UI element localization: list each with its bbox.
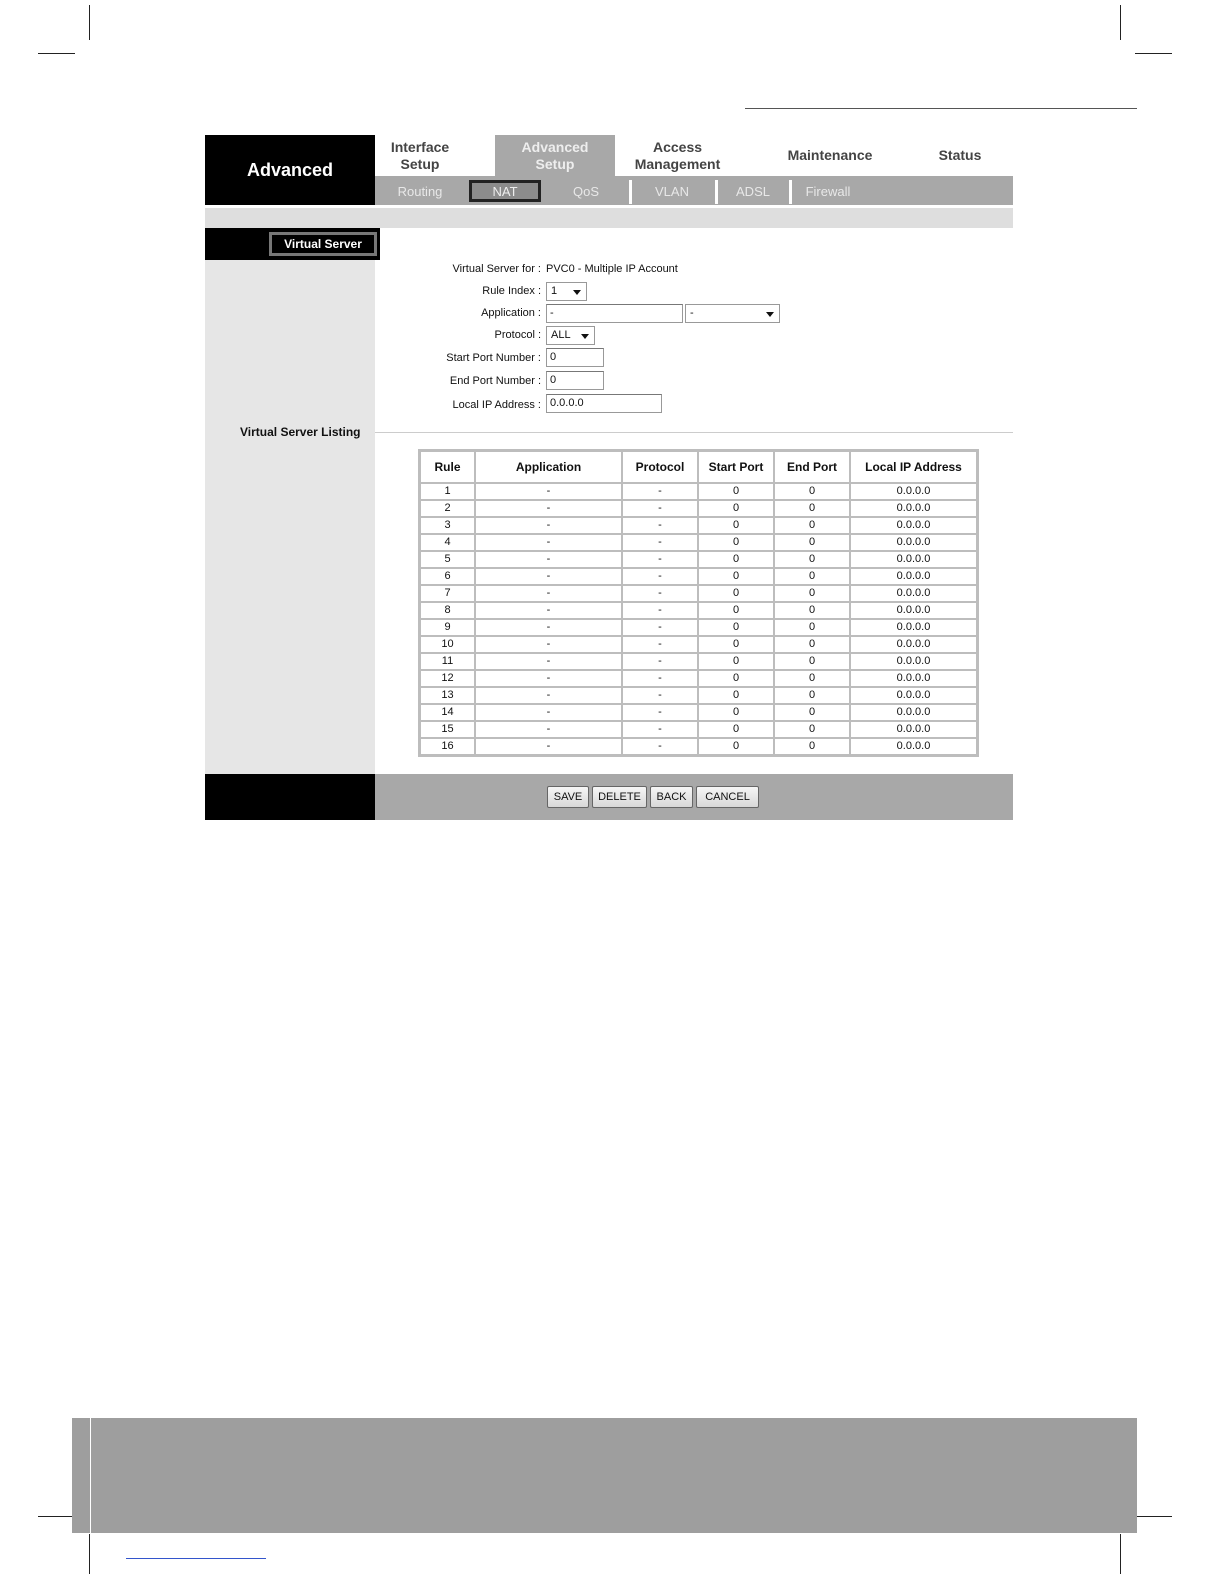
tab-label: Maintenance [787,147,873,163]
table-header-row [420,451,977,483]
table-cell: 0 [774,602,850,619]
table-row [420,500,977,517]
table-cell: - [622,653,698,670]
table-row [420,619,977,636]
back-button[interactable]: BACK [650,786,693,808]
table-cell: 2 [420,500,475,517]
protocol-value: ALL [551,329,571,341]
column-header: Rule [420,451,475,483]
table-cell: 0.0.0.0 [850,704,977,721]
table-cell: - [475,653,622,670]
crop-mark [1120,1534,1121,1574]
tab-maintenance[interactable] [770,135,890,176]
table-cell: - [475,500,622,517]
brand-title: Advanced [205,135,375,205]
table-cell: 0 [774,619,850,636]
table-cell: 6 [420,568,475,585]
rule-index-label: Rule Index : [482,285,541,297]
tab-status[interactable] [915,135,1005,176]
table-cell: - [622,585,698,602]
table-cell: 15 [420,721,475,738]
start-port-label: Start Port Number : [446,352,541,364]
table-cell: 0 [698,483,774,500]
table-row [420,534,977,551]
table-cell: - [622,551,698,568]
save-button[interactable]: SAVE [547,786,589,808]
table-cell: 0 [698,670,774,687]
table-cell: - [622,670,698,687]
table-cell: 0 [774,585,850,602]
table-row [420,653,977,670]
table-cell: 9 [420,619,475,636]
subtab-divider [715,180,718,204]
table-cell: 0 [698,636,774,653]
table-cell: - [475,619,622,636]
application-select-value: - [690,307,694,319]
table-row [420,738,977,755]
table-cell: - [622,636,698,653]
table-cell: 10 [420,636,475,653]
table-cell: 0.0.0.0 [850,738,977,755]
table-cell: - [475,636,622,653]
crop-mark [89,1534,90,1574]
table-cell: 0.0.0.0 [850,602,977,619]
sub-tabs [375,176,1013,205]
table-cell: - [475,670,622,687]
table-cell: - [475,568,622,585]
application-select[interactable] [685,304,780,323]
table-cell: - [475,704,622,721]
table-row [420,585,977,602]
table-cell: 12 [420,670,475,687]
cancel-button[interactable]: CANCEL [696,786,759,808]
table-row [420,670,977,687]
chevron-down-icon [766,312,774,317]
table-cell: 1 [420,483,475,500]
table-cell: 0 [698,704,774,721]
tab-interface-setup[interactable] [375,135,465,176]
table-cell: 11 [420,653,475,670]
table-row [420,517,977,534]
table-cell: 0.0.0.0 [850,653,977,670]
virtual-server-for-value: PVC0 - Multiple IP Account [546,263,678,275]
tab-access-management[interactable] [620,135,735,176]
table-cell: - [475,738,622,755]
table-row [420,483,977,500]
application-label: Application : [481,307,541,319]
table-cell: 13 [420,687,475,704]
protocol-label: Protocol : [494,329,541,341]
subtab-firewall[interactable]: Firewall [805,183,851,199]
column-header: Start Port [698,451,774,483]
footer-band-edge [72,1418,91,1533]
table-cell: - [622,704,698,721]
table-cell: - [622,738,698,755]
table-cell: - [622,568,698,585]
table-cell: - [475,551,622,568]
table-cell: 0 [774,738,850,755]
footer-left [205,774,375,820]
table-cell: 0.0.0.0 [850,551,977,568]
start-port-input[interactable]: 0 [546,348,604,367]
subtab-qos[interactable]: QoS [572,183,599,199]
table-cell: - [475,483,622,500]
chevron-down-icon [581,334,589,339]
table-cell: 0.0.0.0 [850,619,977,636]
table-cell: 0.0.0.0 [850,500,977,517]
chevron-down-icon [573,290,581,295]
crop-mark [1135,1516,1172,1517]
crop-mark [89,5,90,40]
subtab-divider [789,180,792,204]
table-cell: 0.0.0.0 [850,483,977,500]
table-cell: 0 [774,704,850,721]
router-config-screen [205,135,1013,820]
table-cell: 0.0.0.0 [850,517,977,534]
table-body [420,483,977,755]
table-cell: 0 [774,653,850,670]
table-cell: 0 [774,568,850,585]
table-row [420,602,977,619]
table-cell: 0 [698,619,774,636]
end-port-input[interactable]: 0 [546,371,604,390]
table-cell: - [475,687,622,704]
table-cell: 7 [420,585,475,602]
column-header: End Port [774,451,850,483]
table-cell: 4 [420,534,475,551]
table-cell: 14 [420,704,475,721]
table-cell: 0 [698,534,774,551]
table-cell: - [475,602,622,619]
table-cell: 0 [698,738,774,755]
column-header: Local IP Address [850,451,977,483]
subtab-divider [629,180,632,204]
table-cell: 0 [698,568,774,585]
table-row [420,636,977,653]
crop-mark [1120,5,1121,40]
crop-mark [38,1516,75,1517]
column-header: Protocol [622,451,698,483]
tab-label: Setup [400,155,440,172]
table-cell: 0 [774,500,850,517]
delete-button[interactable]: DELETE [592,786,647,808]
divider-band [205,208,1013,228]
table-row [420,551,977,568]
tab-label: Setup [535,155,575,172]
table-cell: 0 [774,670,850,687]
table-cell: - [622,602,698,619]
table-cell: 0 [774,687,850,704]
table-cell: - [475,721,622,738]
table-cell: - [622,483,698,500]
table-cell: 0.0.0.0 [850,670,977,687]
table-cell: 8 [420,602,475,619]
table-cell: 0 [698,500,774,517]
tab-label: Status [938,147,982,163]
table-cell: 0 [774,636,850,653]
table-cell: - [622,534,698,551]
table-cell: 0 [774,483,850,500]
rule-index-value: 1 [551,285,558,297]
virtual-server-for-label: Virtual Server for : [452,263,541,275]
tab-label: Interface [390,138,450,155]
subtab-vlan[interactable]: VLAN [655,183,689,199]
table-cell: 0 [774,721,850,738]
table-cell: 0 [698,551,774,568]
table-cell: 0 [774,517,850,534]
local-ip-input[interactable]: 0.0.0.0 [546,394,662,413]
table-cell: 0.0.0.0 [850,534,977,551]
column-header: Application [475,451,622,483]
table-row [420,568,977,585]
table-cell: 0 [774,534,850,551]
table-row [420,704,977,721]
subtab-nat[interactable]: NAT [469,180,541,202]
main-tabs [375,135,1013,176]
subtab-adsl[interactable]: ADSL [736,183,770,199]
listing-divider [375,432,1013,433]
table-cell: - [622,721,698,738]
table-cell: 0.0.0.0 [850,568,977,585]
table-row [420,687,977,704]
table-cell: 0 [698,687,774,704]
table-cell: - [475,534,622,551]
table-cell: 0.0.0.0 [850,721,977,738]
table-cell: 0 [774,551,850,568]
virtual-server-table [418,449,979,757]
table-cell: 0 [698,653,774,670]
footer-link-underline [126,1558,266,1559]
table-cell: 3 [420,517,475,534]
table-cell: 0 [698,721,774,738]
table-cell: 0.0.0.0 [850,687,977,704]
tab-advanced-setup[interactable] [495,135,615,176]
table-cell: - [622,500,698,517]
header-rule [745,108,1137,109]
table-cell: - [622,517,698,534]
rule-index-select[interactable] [546,282,587,301]
table-cell: - [622,619,698,636]
table-row [420,721,977,738]
subtab-routing[interactable]: Routing [397,183,443,199]
table-cell: 0 [698,585,774,602]
end-port-label: End Port Number : [449,375,541,387]
table-cell: 0.0.0.0 [850,636,977,653]
tab-label: Advanced [521,138,589,155]
table-cell: - [475,517,622,534]
local-ip-label: Local IP Address : [452,399,541,411]
listing-title: Virtual Server Listing [240,425,361,439]
tab-label: Management [634,155,721,172]
tab-label: Access [652,138,703,155]
table-cell: 16 [420,738,475,755]
footer-bar [375,774,1013,820]
table-cell: 0 [698,517,774,534]
table-cell: - [475,585,622,602]
application-input[interactable]: - [546,304,683,323]
page-footer-band [72,1418,1137,1533]
crop-mark [38,53,75,54]
table-cell: 0.0.0.0 [850,585,977,602]
table-cell: - [622,687,698,704]
crop-mark [1135,53,1172,54]
protocol-select[interactable] [546,326,595,345]
table-cell: 5 [420,551,475,568]
table-cell: 0 [698,602,774,619]
section-title: Virtual Server [269,232,377,256]
